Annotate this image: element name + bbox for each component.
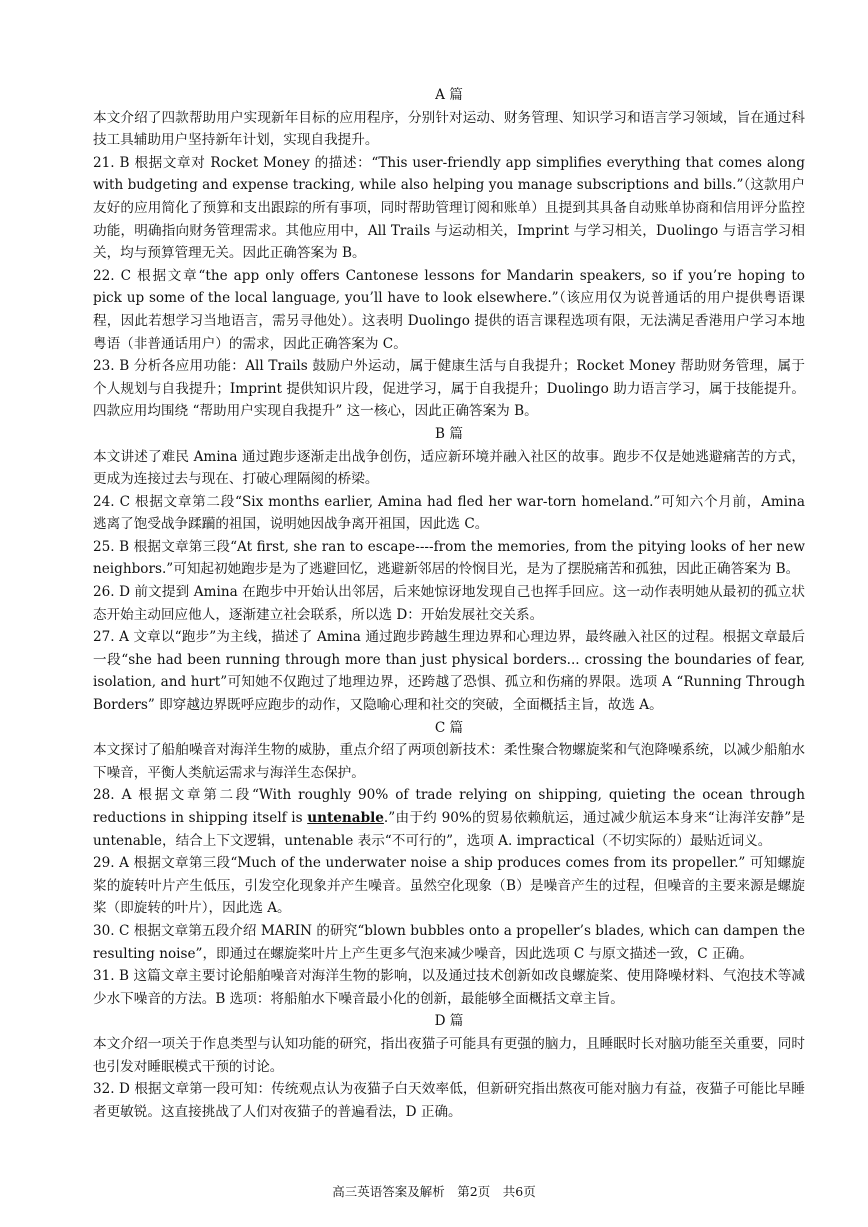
section-d-title: D 篇 <box>434 1013 464 1030</box>
section-d-intro: 本文介绍一项关于作息类型与认知功能的研究，指出夜猫子可能具有更强的脑力，且睡眠时长对脑功能至关重要，同时也引发对睡眠模式干预的讨论。 <box>93 1035 805 1075</box>
answer-28-before: 28. A 根据文章第二段“With roughly 90% of trade relying on shipping, quieting the ocean through reductions in shipping itself is <box>93 787 805 826</box>
answer-22: 22. C 根据文章“the app only offers Cantonese lessons for Mandarin speakers, so if you’re hoping to pick up some of the local language, you’ll have to look elsewhere.”（该应用仅为说普通话的用户提供粤语课程，因此若想学习当地语言，需另寻他处）。这表明 Duolingo 提供的语言课程选项有限，无法满足香港用户学习本地粤语（非普通话用户）的需求，因此正确答案为 C。 <box>93 267 805 352</box>
answer-29: 29. A 根据文章第三段“Much of the underwater noise a ship produces comes from its propeller.” 可知螺旋桨的旋转叶片产生低压，引发空化现象并产生噪音。虽然空化现象（B）是噪音产生的过程，但噪音的主要来源是螺旋桨（即旋转的叶片），因此选 A。 <box>93 855 805 917</box>
underlined-word: untenable <box>307 810 384 826</box>
section-a-intro: 本文介绍了四款帮助用户实现新年目标的应用程序，分别针对运动、财务管理、知识学习和语言学习领域，旨在通过科技工具辅助用户坚持新年计划，实现自我提升。 <box>93 109 805 149</box>
answer-30: 30. C 根据文章第五段介绍 MARIN 的研究“blown bubbles onto a propeller’s blades, which can dampen the resulting noise”，即通过在螺旋桨叶片上产生更多气泡来减少噪音，因此选项 C 与原文描述一致，C 正确。 <box>93 922 805 962</box>
answer-21: 21. B 根据文章对 Rocket Money 的描述：“This user-friendly app simplifies everything that comes along with budgeting and expense tracking, while also helping you manage subscriptions and bills.”（这款用户友好的应用简化了预算和支出跟踪的所有事项，同时帮助管理订阅和账单）且提到其具备自动账单协商和信用评分监控功能，明确指向财务管理需求。其他应用中，All Trails 与运动相关，Imprint 与学习相关，Duolingo 与语言学习相关，均与预算管理无关。因此正确答案为 B。 <box>93 154 805 262</box>
answer-28-after: .”由于约 90%的贸易依赖航运，通过减少航运本身来“让海洋安静”是 untenable，结合上下文逻辑，untenable 表示“不可行的”，选项 A. impractical（不切实际的）最贴近词义。 <box>93 810 806 849</box>
section-c-title: C 篇 <box>434 719 464 736</box>
answer-content <box>93 84 805 1123</box>
answer-31: 31. B 这篇文章主要讨论船舶噪音对海洋生物的影响，以及通过技术创新如改良螺旋桨、使用降噪材料、气泡技术等减少水下噪音的方法。B 选项：将船舶水下噪音最小化的创新，最能够全面概括文章主旨。 <box>93 968 805 1007</box>
answer-24: 24. C 根据文章第二段“Six months earlier, Amina had fled her war-torn homeland.”可知六个月前，Amina 逃离了饱受战争蹂躏的祖国，说明她因战争离开祖国，因此选 C。 <box>93 493 805 533</box>
answer-32: 32. D 根据文章第一段可知：传统观点认为夜猫子白天效率低，但新研究指出熬夜可能对脑力有益，夜猫子可能比早睡者更敏锐。这直接挑战了人们对夜猫子的普遍看法，D 正确。 <box>93 1081 805 1120</box>
section-c-intro: 本文探讨了船舶噪音对海洋生物的威胁，重点介绍了两项创新技术：柔性聚合物螺旋桨和气泡降噪系统，以减少船舶水下噪音，平衡人类航运需求与海洋生态保护。 <box>93 742 805 781</box>
section-a-title: A 篇 <box>435 87 463 103</box>
answer-28 <box>93 784 805 852</box>
section-b-intro: 本文讲述了难民 Amina 通过跑步逐渐走出战争创伤，适应新环境并融入社区的故事。跑步不仅是她逃避痛苦的方式，更成为连接过去与现在、打破心理隔阂的桥梁。 <box>93 448 805 488</box>
section-b-title: B 篇 <box>435 425 463 442</box>
answer-23: 23. B 分析各应用功能：All Trails 鼓励户外运动，属于健康生活与自我提升；Rocket Money 帮助财务管理，属于个人规划与自我提升；Imprint 提供知识片段，促进学习，属于自我提升；Duolingo 助力语言学习，属于技能提升。四款应用均围绕 “帮助用户实现自我提升” 这一核心，因此正确答案为 B。 <box>93 358 805 420</box>
answer-25: 25. B 根据文章第三段“At first, she ran to escape----from the memories, from the pitying looks of her new neighbors.”可知起初她跑步是为了逃避回忆，逃避新邻居的怜悯目光，是为了摆脱痛苦和孤独，因此正确答案为 B。 <box>93 538 805 578</box>
page-footer: 高三英语答案及解析 第2页 共6页 <box>332 1184 536 1199</box>
answer-26: 26. D 前文提到 Amina 在跑步中开始认出邻居，后来她惊讶地发现自己也挥手回应。这一动作表明她从最初的孤立状态开始主动回应他人，逐渐建立社会联系，所以选 D：开始发展社交关系。 <box>93 584 805 623</box>
answer-27: 27. A 文章以“跑步”为主线，描述了 Amina 通过跑步跨越生理边界和心理边界，最终融入社区的过程。根据文章最后一段“she had been running through more than just physical borders... crossing the boundaries of fear, isolation, and hurt”可知她不仅跑过了地理边界，还跨越了恐惧、孤立和伤痛的界限。选项 A “Running Through Borders” 即穿越边界既呼应跑步的动作，又隐喻心理和社交的突破，全面概括主旨，故选 A。 <box>93 629 805 714</box>
